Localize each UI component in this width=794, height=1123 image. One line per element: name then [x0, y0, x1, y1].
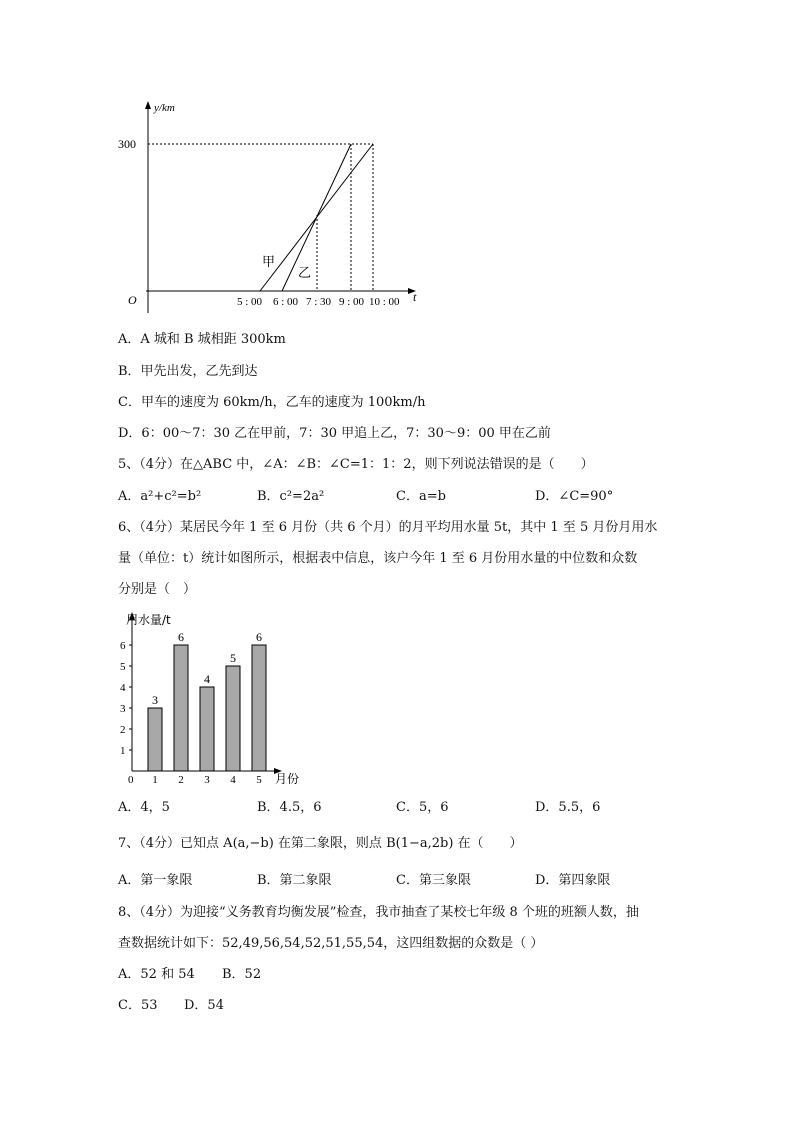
- x-tick-label-3: 3: [204, 774, 210, 786]
- q7-option-c: C．第三象限: [396, 873, 471, 888]
- graph-origin-label: O: [128, 293, 137, 307]
- tick-600: 6 : 00: [273, 296, 299, 308]
- bar-value-label-2: 6: [178, 630, 184, 644]
- tick-730: 7 : 30: [306, 296, 332, 308]
- bar-value-label-1: 3: [152, 693, 158, 707]
- graph-300-label: 300: [118, 137, 136, 151]
- y-tick-label-6: 6: [120, 640, 126, 652]
- bar-value-label-3: 4: [204, 672, 210, 686]
- bar-month-3: [200, 687, 214, 771]
- q7-option-d: D．第四象限: [535, 873, 611, 888]
- q4-option-d: D．6：00～7：30 乙在甲前，7：30 甲追上乙，7：30～9：00 甲在乙前: [118, 426, 551, 441]
- line-jia-label: 甲: [262, 255, 276, 270]
- bar-chart-y-label: 用水量/t: [126, 613, 171, 627]
- x-tick-label-4: 4: [230, 774, 236, 786]
- distance-time-graph: [110, 95, 430, 320]
- q5-option-c: C．a=b: [396, 489, 446, 504]
- bar-month-4: [226, 666, 240, 771]
- q5-stem: 5、（4分）在△ABC 中，∠A：∠B：∠C=1：1：2，则下列说法错误的是（ ）: [118, 457, 594, 472]
- q8-stem-line-2: 查数据统计如下：52,49,56,54,52,51,55,54，这四组数据的众数是（ ）: [118, 936, 544, 951]
- q4-option-a: A．A 城和 B 城相距 300km: [118, 332, 286, 347]
- q8-option-b: B．52: [222, 967, 262, 982]
- graph-y-arrow: [145, 101, 151, 109]
- q5-option-d: D．∠C=90°: [535, 489, 614, 504]
- q8-stem-line-1: 8、（4分）为迎接“义务教育均衡发展”检查，我市抽查了某校七年级 8 个班的班额人数，抽: [118, 905, 639, 920]
- q5-option-a: A．a²+c²=b²: [118, 489, 202, 504]
- q6-option-d: D．5.5，6: [535, 800, 601, 815]
- q5-option-b: B．c²=2a²: [257, 489, 325, 504]
- q6-stem-line-2: 量（单位：t）统计如图所示，根据表中信息，该户今年 1 至 6 月份用水量的中位数和众数: [118, 551, 638, 566]
- y-tick-label-3: 3: [120, 703, 126, 715]
- y-tick-label-0: 0: [128, 774, 134, 786]
- q8-option-d: D．54: [184, 998, 224, 1013]
- q7-option-b: B．第二象限: [257, 873, 332, 888]
- q7-stem: 7、（4分）已知点 A(a,−b) 在第二象限，则点 B(1−a,2b) 在（ ）: [118, 836, 523, 851]
- bar-value-label-4: 5: [230, 651, 236, 665]
- x-tick-label-5: 5: [256, 774, 262, 786]
- q6-stem-line-1: 6、（4分）某居民今年 1 至 6 月份（共 6 个月）的月平均用水量 5t，其中 1 至 5 月份月用水: [118, 520, 658, 535]
- x-tick-label-2: 2: [178, 774, 184, 786]
- graph-x-axis-label: t: [413, 290, 417, 304]
- y-tick-label-1: 1: [120, 745, 126, 757]
- q4-option-c: C．甲车的速度为 60km/h，乙车的速度为 100km/h: [118, 395, 426, 410]
- y-tick-label-5: 5: [120, 661, 126, 673]
- q8-option-c: C．53: [118, 998, 158, 1013]
- q6-option-a: A．4，5: [118, 800, 170, 815]
- graph-y-axis-label: y/km: [154, 102, 175, 114]
- water-usage-bar-chart: [110, 608, 320, 788]
- q6-stem-line-3: 分别是（ ）: [118, 582, 197, 597]
- bar-month-1: [148, 708, 162, 771]
- y-tick-label-2: 2: [120, 724, 126, 736]
- tick-1000: 10 : 00: [369, 296, 400, 308]
- tick-500: 5 : 00: [237, 296, 263, 308]
- q6-option-b: B．4.5，6: [257, 800, 322, 815]
- bar-value-label-5: 6: [256, 630, 262, 644]
- q7-option-a: A．第一象限: [118, 873, 193, 888]
- q4-option-b: B．甲先出发，乙先到达: [118, 364, 258, 379]
- tick-900: 9 : 00: [339, 296, 365, 308]
- bar-chart-x-label: 月份: [275, 772, 300, 786]
- y-tick-label-4: 4: [120, 682, 126, 694]
- q8-option-a: A．52 和 54: [118, 967, 195, 982]
- bar-month-2: [174, 645, 188, 771]
- q6-option-c: C．5，6: [396, 800, 449, 815]
- bar-month-5: [252, 645, 266, 771]
- line-yi-label: 乙: [298, 266, 312, 281]
- x-tick-label-1: 1: [152, 774, 158, 786]
